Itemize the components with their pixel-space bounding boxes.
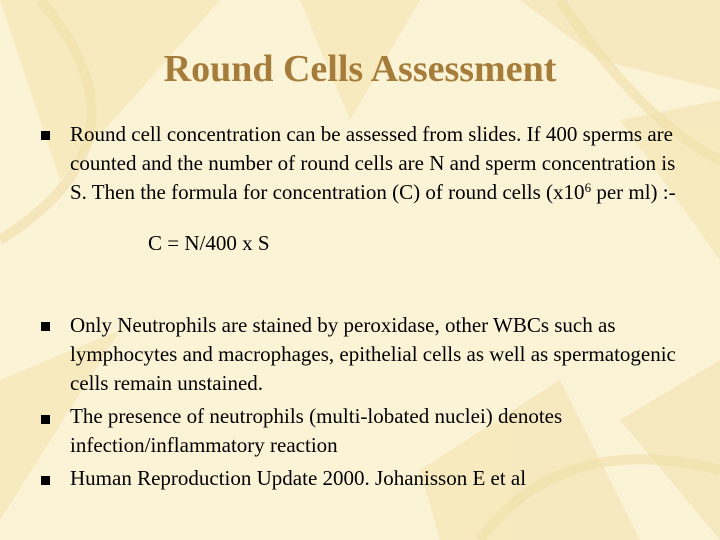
square-bullet-icon — [41, 131, 50, 140]
formula-text: C = N/400 x S — [148, 231, 270, 255]
superscript-exponent: 6 — [584, 180, 592, 195]
square-bullet-icon — [41, 415, 50, 424]
bullet-item-neutrophils-stain: Only Neutrophils are stained by peroxidase, other WBCs such as lymphocytes and macrophages, epithelial cells as well as spermatogenic cells remain unstained. — [70, 313, 676, 395]
square-bullet-icon — [41, 322, 50, 331]
bullet-text-end: per ml) :- — [591, 180, 676, 204]
bullet-item-reference: Human Reproduction Update 2000. Johanisson E et al — [70, 466, 527, 490]
bullet-item-infection: The presence of neutrophils (multi-lobated nuclei) denotes infection/inflammatory reaction — [70, 404, 563, 457]
bullet-text: Round cell concentration can be assessed from slides. If 400 sperms are counted and the number of round cells are N and sperm concentration is S. Then the formula for concentration (C) of round cells (x10 — [70, 122, 676, 204]
square-bullet-icon — [41, 476, 50, 485]
bullet-item-concentration — [70, 120, 690, 258]
slide-title: Round Cells Assessment — [163, 48, 557, 90]
